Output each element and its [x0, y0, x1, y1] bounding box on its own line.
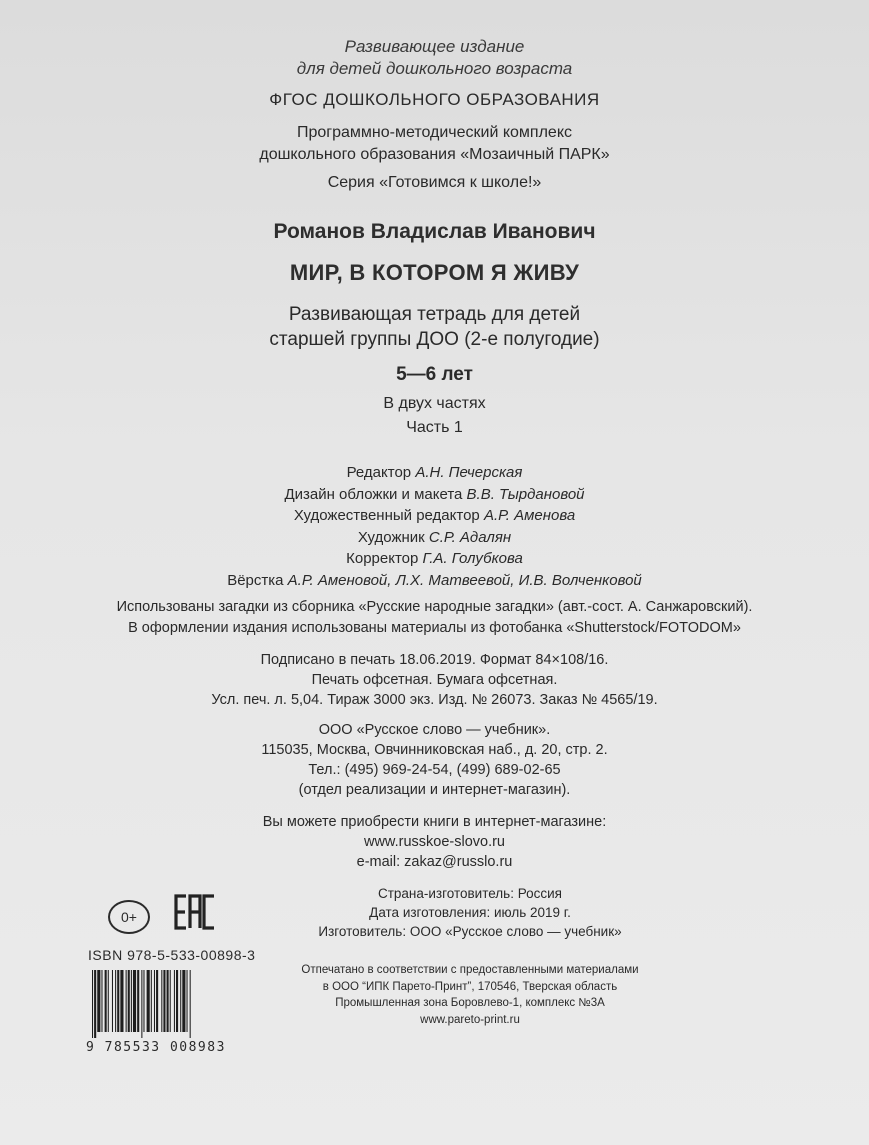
program-complex — [0, 122, 869, 166]
book-subtitle — [0, 302, 869, 352]
parts-count: В двух частях — [383, 395, 486, 412]
credit-line: Вёрстка А.Р. Аменовой, Л.Х. Матвеевой, И.В. Волченковой — [227, 571, 642, 589]
credits-list — [0, 462, 869, 591]
barcode-digits: 9 785533 008983 — [86, 1040, 226, 1055]
origin-country: Страна-изготовитель: Россия — [377, 886, 562, 901]
origin-info — [250, 884, 690, 941]
print-signed: Подписано в печать 18.06.2019. Формат 84×108/16. — [260, 652, 609, 668]
eac-icon — [174, 894, 216, 930]
parts-info — [0, 392, 869, 440]
subtitle-line-2: старшей группы ДОО (2-е полугодие) — [269, 329, 600, 350]
origin-date: Дата изготовления: июль 2019 г. — [369, 905, 571, 920]
subtitle-line-1: Развивающая тетрадь для детей — [288, 304, 581, 325]
printer-info — [200, 962, 740, 1028]
program-line-2: дошкольного образования «Мозаичный ПАРК» — [259, 146, 610, 163]
edition-type — [0, 36, 869, 80]
print-type: Печать офсетная. Бумага офсетная. — [311, 672, 558, 688]
part-number: Часть 1 — [406, 419, 463, 436]
publisher-address: 115035, Москва, Овчинниковская наб., д. 20, стр. 2. — [261, 742, 608, 758]
fgos-standard: ФГОС ДОШКОЛЬНОГО ОБРАЗОВАНИЯ — [269, 90, 600, 109]
print-details — [0, 650, 869, 710]
online-shop — [0, 812, 869, 872]
shop-website: www.russkoe-slovo.ru — [363, 834, 505, 850]
printer-line-3: Промышленная зона Боровлево-1, комплекс №3А — [335, 997, 605, 1009]
edition-line-2: для детей дошкольного возраста — [296, 59, 573, 78]
author-name: Романов Владислав Иванович — [273, 220, 596, 243]
edition-line-1: Развивающее издание — [344, 37, 525, 56]
publisher-name: ООО «Русское слово — учебник». — [318, 722, 551, 738]
shop-intro: Вы можете приобрести книги в интернет-магазине: — [262, 814, 607, 830]
credit-line: Редактор А.Н. Печерская — [346, 464, 523, 481]
origin-manufacturer: Изготовитель: ООО «Русское слово — учебник» — [318, 924, 622, 939]
printer-line-1: Отпечатано в соответствии с предоставленными материалами — [301, 964, 639, 976]
printer-website: www.pareto-print.ru — [420, 1013, 520, 1026]
print-run: Усл. печ. л. 5,04. Тираж 3000 экз. Изд. № 26073. Заказ № 4565/19. — [211, 692, 658, 708]
source-notes — [0, 597, 869, 639]
credit-line: Корректор Г.А. Голубкова — [346, 550, 523, 567]
credit-line: Художественный редактор А.Р. Аменова — [293, 507, 576, 524]
credit-line: Художник С.Р. Адалян — [357, 528, 512, 546]
publisher-phone: Тел.: (495) 969-24-54, (499) 689-02-65 — [308, 762, 561, 778]
riddles-source: Использованы загадки из сборника «Русские народные загадки» (авт.-сост. А. Санжаровский). — [116, 599, 753, 615]
credit-line: Дизайн обложки и макета В.В. Тырдановой — [284, 485, 585, 503]
printer-line-2: в ООО “ИПК Парето-Принт”, 170546, Тверская область — [322, 980, 618, 993]
age-range: 5—6 лет — [396, 364, 473, 385]
shop-email: e-mail: zakaz@russlo.ru — [356, 854, 513, 870]
publisher-phone-note: (отдел реализации и интернет-магазин). — [298, 782, 571, 798]
program-line-1: Программно-методический комплекс — [296, 124, 573, 141]
book-title: МИР, В КОТОРОМ Я ЖИВУ — [289, 260, 580, 285]
isbn-number: ISBN 978-5-533-00898-3 — [88, 947, 256, 963]
barcode — [90, 970, 250, 1038]
age-rating-badge: 0+ — [108, 900, 150, 934]
photobank-source: В оформлении издания использованы материалы из фотобанка «Shutterstock/FOTODOM» — [128, 620, 741, 636]
series-name: Серия «Готовимся к школе!» — [327, 174, 542, 191]
publisher-info — [0, 720, 869, 800]
